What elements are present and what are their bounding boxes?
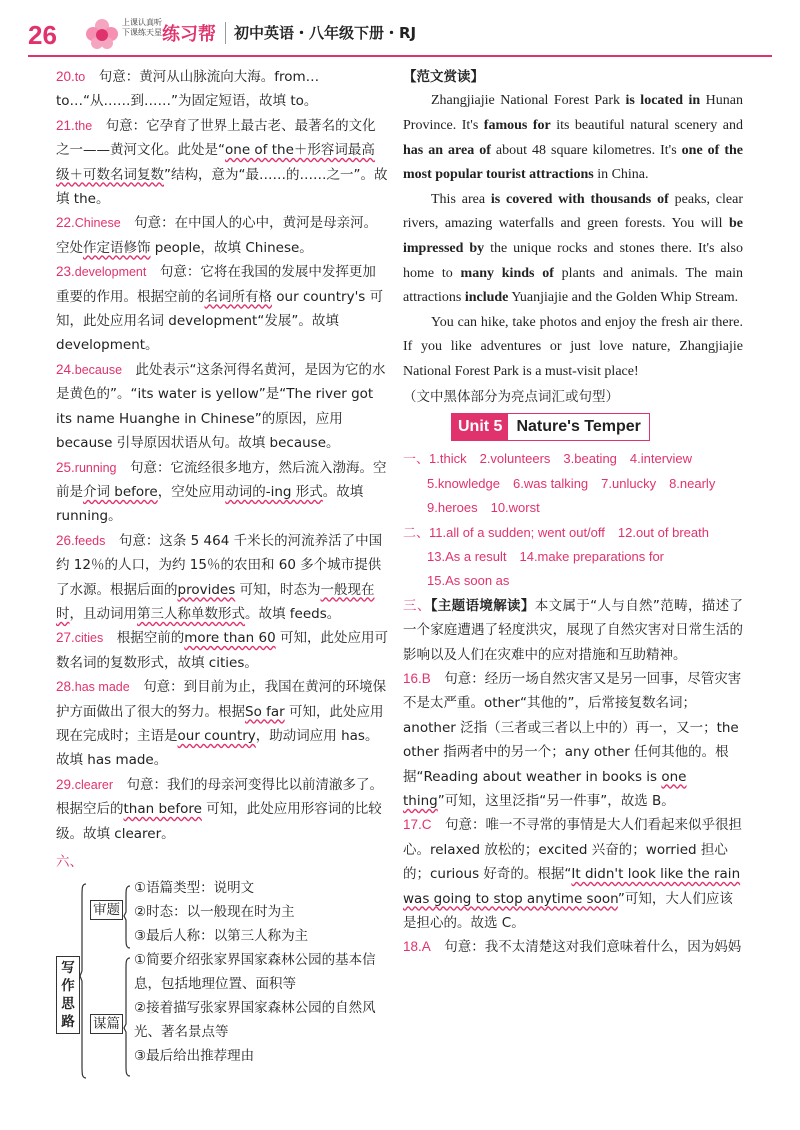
answer-item-18: 18.A 句意：我不太清楚这对我们意味着什么，因为妈妈 [403, 939, 742, 956]
mind-map-branch-review: 审题 [90, 900, 123, 920]
answer-item-23: 23.development 句意：它将在我国的发展中发挥更加重要的作用。根据空前的名词所有格 our country's 可知，此处应用名词 development“发展”。故填 development。 [56, 264, 384, 354]
answer-item-29: 29.clearer 句意：我们的母亲河变得比以前清澈多了。根据空后的than before 可知，此处应用形容词的比较级。故填 clearer。 [56, 776, 383, 842]
section-2-answers: 二、11.all of a sudden; went out/off 12.out of breath 13.As a result 14.make preparations for 15.As soon as [403, 524, 709, 589]
essay-paragraph-3: You can hike, take photos and enjoy the fresh air there. If you like adventures or just love nature, Zhangjiajie National Forest Park is a must-visit place! [403, 314, 743, 379]
mind-map-root: 写作思路 [56, 956, 80, 1034]
mind-map-leaf: ②接着描写张家界国家森林公园的自然风光、著名景点等 [134, 1000, 376, 1041]
answer-item-20: 20.to 句意：黄河从山脉流向大海。from…to…“从……到……”为固定短语，故填 to。 [56, 69, 320, 110]
right-column [403, 65, 743, 960]
model-essay-title: 【范文赏读】 [403, 69, 484, 85]
mind-map-leaf: ③最后给出推荐理由 [134, 1048, 255, 1065]
brand-name: 练习帮 [162, 24, 216, 45]
essay-paragraph-1: Zhangjiajie National Forest Park is located in Hunan Province. It's famous for its beautiful natural scenery and has an area of about 48 square kilometres. It's one of the most popular tourist attractions in China. [403, 93, 744, 183]
mind-map-branch-plan: 谋篇 [90, 1014, 123, 1034]
page-number: 26 [28, 20, 57, 50]
answer-item-24: 24.because 此处表示“这条河得名黄河，是因为它的水是黄色的”。“its water is yellow”是“The river got its name Huanghe in Chinese”的原因，应用 because 引导原因状语从句。故填 because。 [56, 361, 386, 452]
unit-title: Nature's Temper [516, 417, 641, 435]
answer-item-17: 17.C 句意：唯一不寻常的事情是大人们看起来似乎很担心。relaxed 放松的；excited 兴奋的；worried 担心的；curious 好奇的。根据“It didn't look like the rain was going to stop anytime soon”可知，大人们应该是担心的。故选 C。 [403, 817, 743, 932]
header-separator [225, 22, 226, 44]
model-essay [403, 89, 743, 384]
answer-item-28: 28.has made 句意：到目前为止，我国在黄河的环境保护方面做出了很大的努力。根据So far 可知，此处应用现在完成时；主语是our country，助动词应用 has。故填 has made。 [56, 679, 387, 769]
essay-paragraph-2: This area is covered with thousands of peaks, clear rivers, amazing waterfalls and green forests. You will be impressed by the unique rocks and stones there. It's also home to many kinds of plants and animals. The main attractions include Yuanjiajie and the Golden Whip Stream. [403, 191, 744, 306]
header-rule [28, 55, 772, 57]
page-header [0, 0, 800, 62]
unit-label: Unit 5 [452, 414, 508, 440]
answer-item-25: 25.running 句意：它流经很多地方，然后流入渤海。空前是介词 before，空处应用动词的-ing 形式。故填 running。 [56, 459, 387, 525]
answer-item-16: 16.B 句意：经历一场自然灾害又是另一回事，尽管灾害不是太严重。other“其他的”，后常接复数名词；another 泛指（三者或三者以上中的）再一，又一；the other 指两者中的另一个；any other 任何其他的。根据“Reading about weather in books is one thing”可知，这里泛指“另一件事”，故选 B。 [403, 671, 742, 810]
left-column [56, 65, 388, 1086]
answer-item-22: 22.Chinese 句意：在中国人的心中，黄河是母亲河。空处作定语修饰 people，故填 Chinese。 [56, 215, 378, 256]
section-6-label: 六、 [56, 854, 83, 870]
answer-item-27: 27.cities 根据空前的more than 60 可知，此处应用可数名词的复数形式，故填 cities。 [56, 630, 388, 671]
mind-map-leaf: ①语篇类型：说明文 [134, 880, 255, 897]
model-essay-note: （文中黑体部分为亮点词汇或句型） [403, 388, 619, 405]
flower-logo-icon [84, 16, 120, 50]
writing-mind-map [56, 876, 388, 1086]
answer-item-21: 21.the 句意：它孕育了世界上最古老、最著名的文化之一——黄河文化。此处是“one of the＋形容词最高级＋可数名词复数”结构，意为“最……的……之一”。故填 the。 [56, 117, 388, 208]
unit-banner [451, 413, 650, 441]
mind-map-leaf: ①简要介绍张家界国家森林公园的基本信息，包括地理位置、面积等 [134, 952, 376, 993]
book-subtitle: 初中英语・八年级下册・RJ [234, 24, 417, 42]
answer-item-26: 26.feeds 句意：这条 5 464 千米长的河流养活了中国约 12％的人口，为约 15％的农田和 60 多个城市提供了水源。根据后面的provides 可知，时态为一般现在时，且动词用第三人称单数形式。故填 feeds。 [56, 532, 383, 622]
section-3-context: 三、【主题语境解读】本文属于“人与自然”范畴，描述了一个家庭遭遇了轻度洪灾，展现了自然灾害对日常生活的影响以及人们在灾难中的应对措施和互助精神。 [403, 597, 744, 663]
logo-text: 上课认真听 下课练天星 [122, 18, 162, 37]
section-1-answers: 一、1.thick 2.volunteers 3.beating 4.interview 5.knowledge 6.was talking 7.unlucky 8.nearly 9.heroes 10.worst [403, 451, 716, 516]
mind-map-leaf: ③最后人称：以第三人称为主 [134, 928, 309, 945]
mind-map-leaf: ②时态：以一般现在时为主 [134, 904, 295, 921]
